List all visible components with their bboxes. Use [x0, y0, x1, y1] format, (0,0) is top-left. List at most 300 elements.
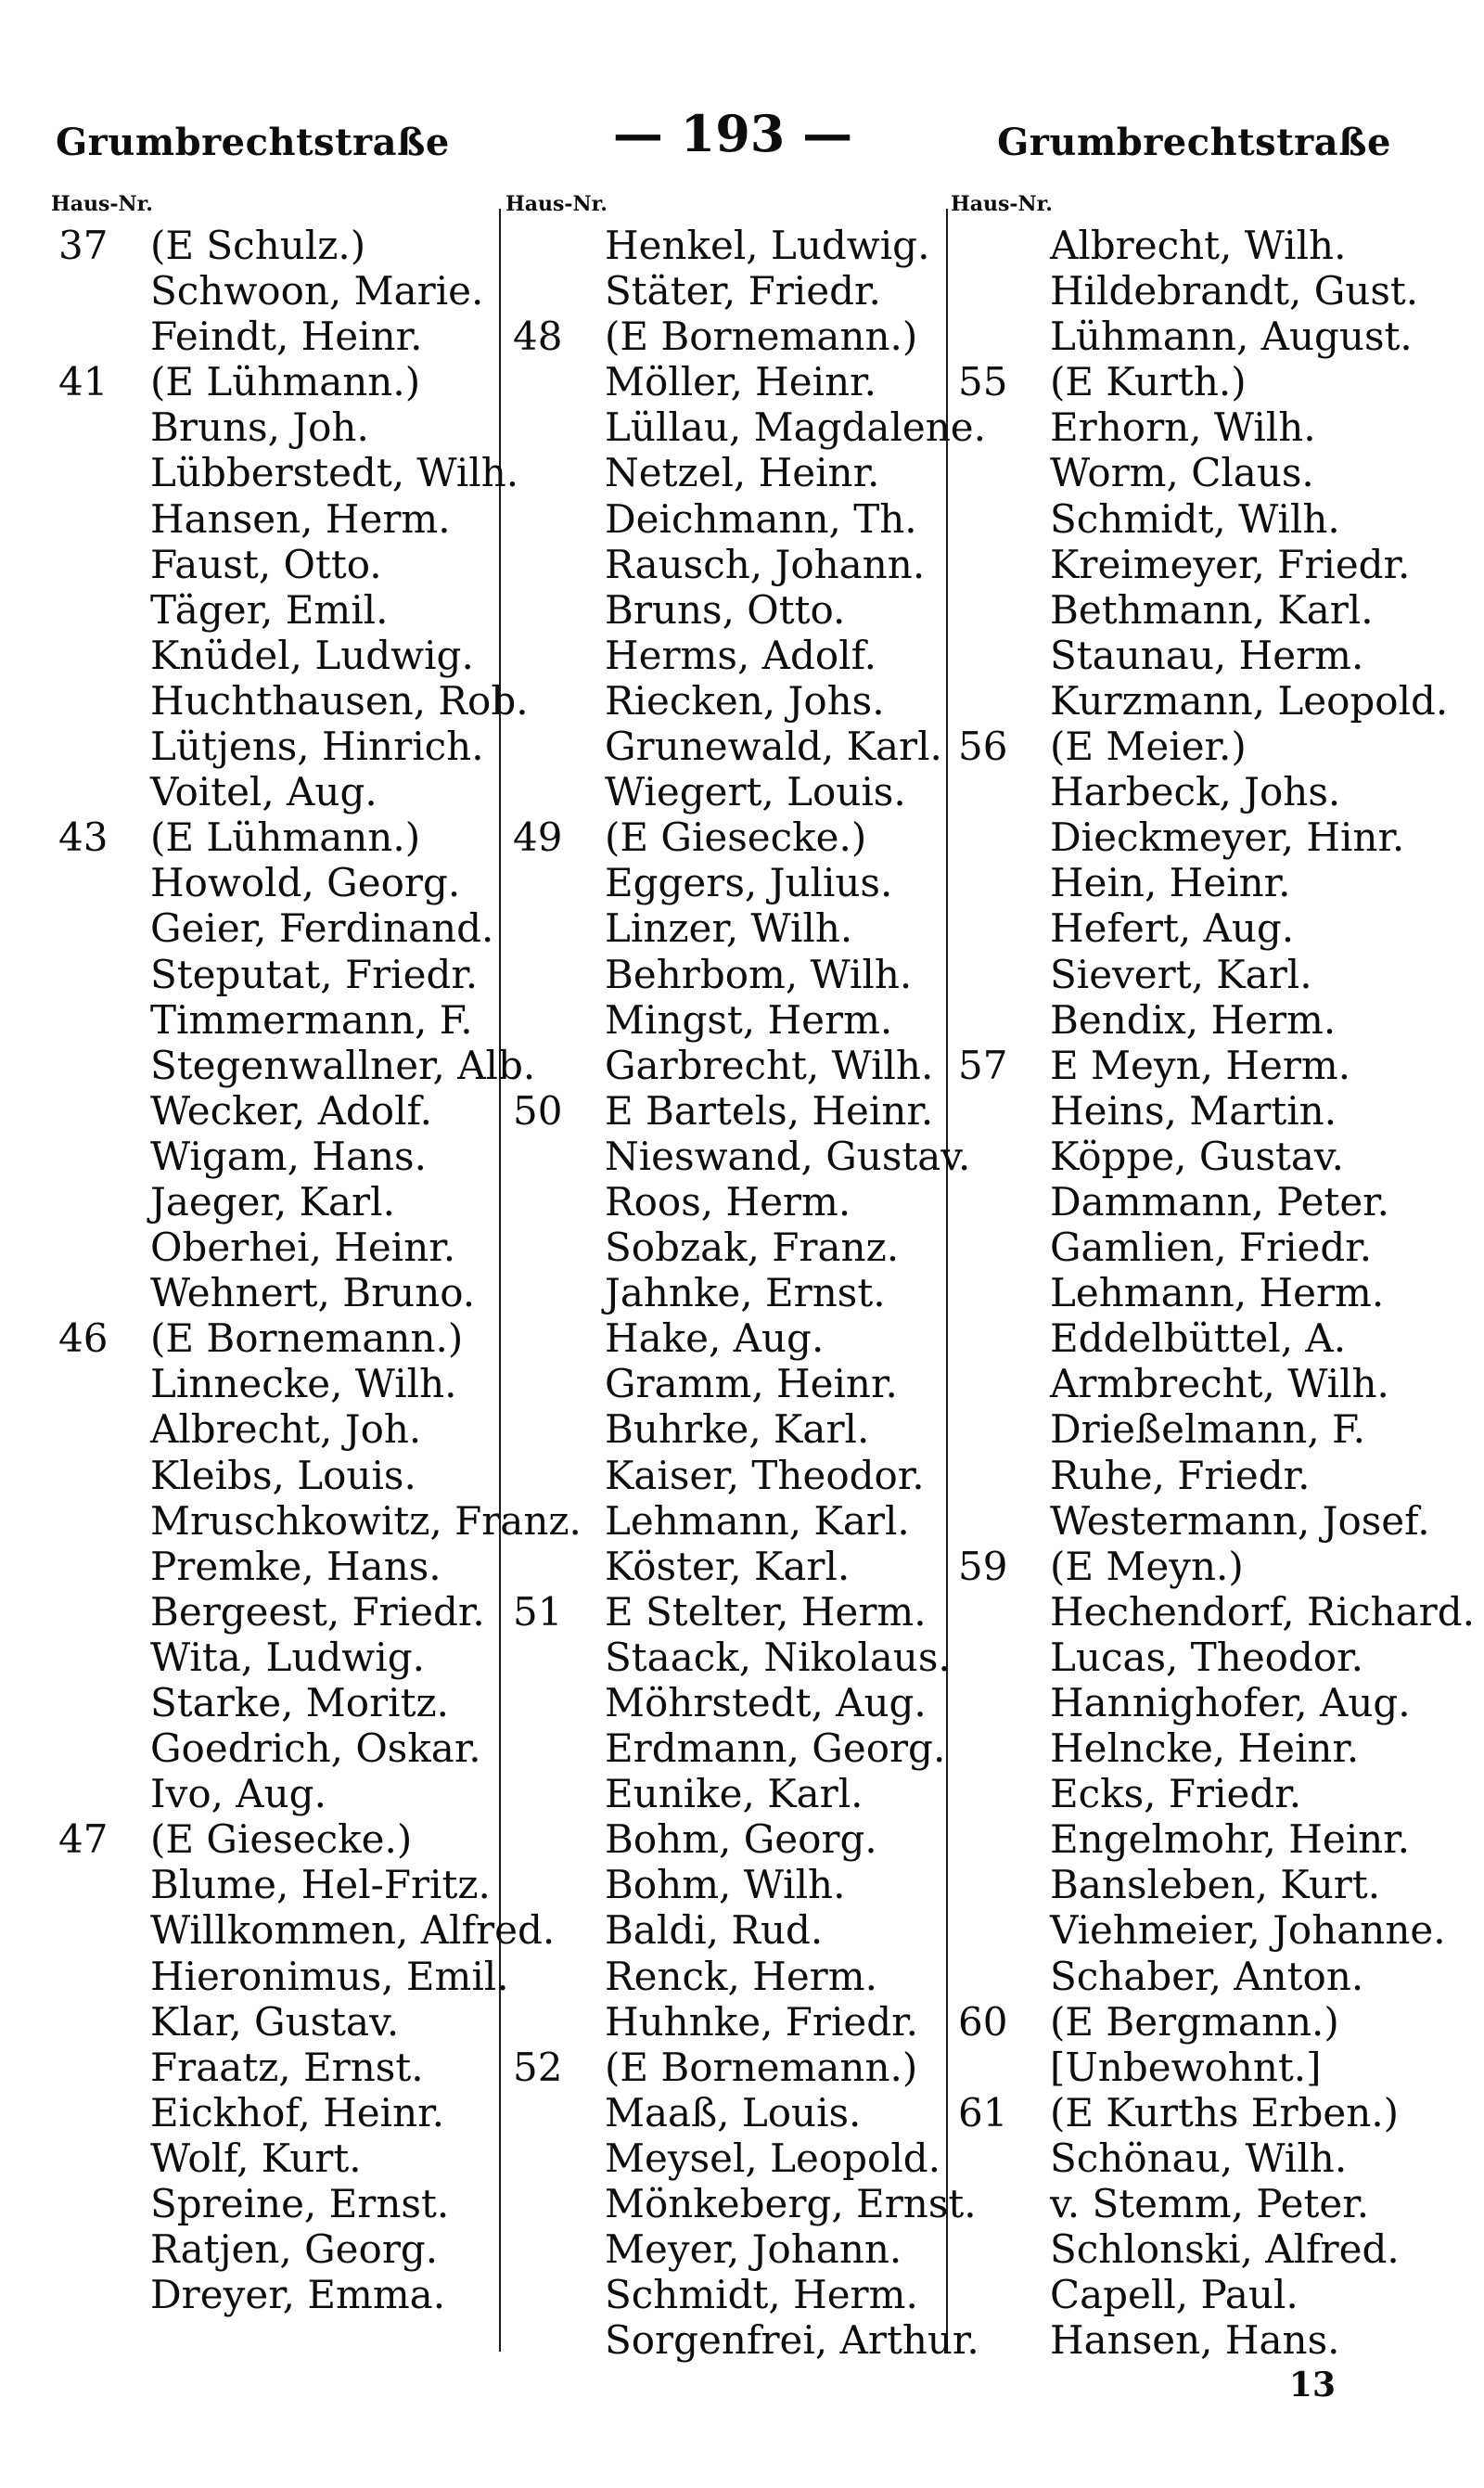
directory-entry: [505, 633, 951, 678]
resident-name: Goedrich, Oskar.: [150, 1725, 481, 1772]
resident-name: Hake, Aug.: [605, 1315, 825, 1362]
directory-entry: [505, 2181, 977, 2227]
resident-name: Nieswand, Gustav.: [605, 1133, 971, 1179]
directory-entry: [51, 633, 496, 678]
resident-name: Viehmeier, Johanne.: [1050, 1907, 1446, 1954]
directory-entry: [951, 724, 1452, 769]
resident-name: Buhrke, Karl.: [605, 1406, 870, 1453]
directory-entry: [951, 2226, 1452, 2272]
directory-entry: [505, 769, 951, 814]
directory-entry: [951, 223, 1452, 268]
directory-entry: [505, 1270, 951, 1315]
resident-name: Timmermann, F.: [150, 996, 473, 1043]
column-3: [951, 186, 1475, 2364]
directory-entry: [51, 359, 496, 404]
resident-name: Klar, Gustav.: [150, 1998, 400, 2045]
resident-name: Harbeck, Johs.: [1050, 769, 1341, 815]
directory-entry: [51, 1725, 496, 1771]
resident-name: E Meyn, Herm.: [1050, 1042, 1351, 1088]
resident-name: Staunau, Herm.: [1050, 632, 1364, 678]
resident-name: Köppe, Gustav.: [1050, 1133, 1345, 1179]
directory-entry: [505, 1225, 951, 1270]
resident-name: Baldi, Rud.: [605, 1907, 824, 1954]
resident-name: Lütjens, Hinrich.: [150, 724, 484, 770]
resident-name: (E Kurths Erben.): [1050, 2089, 1400, 2135]
resident-name: Netzel, Heinr.: [605, 450, 880, 496]
running-header-left: Grumbrechtstraße: [56, 121, 450, 164]
resident-name: Bruns, Joh.: [150, 404, 369, 451]
directory-entry: [51, 2135, 496, 2181]
resident-name: (E Bornemann.): [150, 1315, 464, 1362]
house-number: 57: [958, 1042, 1008, 1088]
directory-entry: [505, 1862, 951, 1907]
directory-entry: [951, 1043, 1452, 1088]
directory-entry: [505, 1680, 951, 1725]
resident-name: Bohm, Georg.: [605, 1816, 877, 1863]
resident-name: Jaeger, Karl.: [150, 1178, 395, 1225]
resident-name: Hansen, Hans.: [1050, 2317, 1340, 2364]
resident-name: Schwoon, Marie.: [150, 268, 484, 314]
resident-name: Bruns, Otto.: [605, 586, 846, 633]
resident-name: Steputat, Friedr.: [150, 951, 479, 997]
directory-entry: [505, 587, 951, 633]
resident-name: Erhorn, Wilh.: [1050, 404, 1316, 451]
resident-name: Meysel, Leopold.: [605, 2135, 941, 2181]
directory-entry: [51, 1771, 496, 1816]
directory-entry: [51, 1953, 509, 1999]
resident-name: Knüdel, Ludwig.: [150, 632, 474, 678]
directory-entry: [51, 1134, 496, 1179]
resident-name: Wigam, Hans.: [150, 1133, 427, 1179]
directory-entry: [951, 404, 1452, 450]
resident-name: Rausch, Johann.: [605, 541, 926, 587]
resident-name: Hein, Heinr.: [1050, 860, 1291, 906]
directory-entry: [505, 1406, 951, 1452]
directory-entry: [951, 1498, 1452, 1544]
directory-entry: [505, 404, 986, 451]
resident-name: Schaber, Anton.: [1050, 1953, 1364, 1999]
directory-entry: [505, 450, 951, 495]
resident-name: Capell, Paul.: [1050, 2272, 1298, 2318]
house-number: 48: [513, 314, 563, 360]
resident-name: Heins, Martin.: [1050, 1087, 1337, 1134]
directory-entry: [951, 1544, 1452, 1589]
house-number: 56: [958, 724, 1008, 770]
directory-entry: [505, 2045, 951, 2090]
directory-entry: [505, 268, 951, 314]
directory-entry: [951, 860, 1452, 905]
column-heading: Haus-Nr.: [51, 192, 153, 216]
directory-entry: [951, 587, 1452, 633]
resident-name: (E Bornemann.): [605, 2044, 918, 2090]
directory-entry: [505, 359, 951, 404]
resident-name: Wolf, Kurt.: [150, 2135, 362, 2181]
directory-entry: [51, 1225, 496, 1270]
resident-name: Hannighofer, Aug.: [1050, 1680, 1411, 1725]
directory-entry: [505, 1954, 951, 1999]
resident-name: Dieckmeyer, Hinr.: [1050, 814, 1405, 861]
directory-entry: [951, 1088, 1452, 1134]
directory-entry: [51, 2090, 496, 2135]
directory-entry: [951, 496, 1452, 542]
resident-name: Albrecht, Wilh.: [1050, 223, 1347, 268]
directory-entry: [51, 860, 496, 905]
directory-entry: [51, 223, 496, 268]
directory-entry: [51, 952, 496, 997]
resident-name: Ratjen, Georg.: [150, 2226, 439, 2273]
resident-name: Eickhof, Heinr.: [150, 2089, 444, 2135]
resident-name: Möller, Heinr.: [605, 359, 876, 405]
directory-entry: [951, 2045, 1452, 2090]
directory-entry: [51, 404, 496, 450]
resident-name: Mruschkowitz, Franz.: [150, 1497, 582, 1544]
directory-entry: [951, 905, 1452, 951]
resident-name: Maaß, Louis.: [605, 2089, 862, 2135]
resident-name: Meyer, Johann.: [605, 2226, 902, 2273]
resident-name: Schmidt, Wilh.: [1050, 495, 1340, 542]
resident-name: Lehmann, Karl.: [605, 1497, 910, 1544]
directory-entry: [951, 2317, 1452, 2363]
resident-name: Starke, Moritz.: [150, 1680, 449, 1725]
resident-name: Bergeest, Friedr.: [150, 1588, 485, 1635]
house-number: 47: [58, 1816, 109, 1863]
resident-name: Hefert, Aug.: [1050, 905, 1295, 952]
directory-entry: [951, 633, 1452, 678]
resident-name: Wecker, Adolf.: [150, 1087, 432, 1134]
column-heading: Haus-Nr.: [951, 192, 1053, 216]
directory-entry: [951, 1406, 1452, 1452]
resident-name: Ruhe, Friedr.: [1050, 1452, 1311, 1498]
directory-entry: [951, 2135, 1452, 2181]
resident-name: Eddelbüttel, A.: [1050, 1315, 1347, 1362]
house-number: 43: [58, 814, 109, 861]
resident-name: Lübberstedt, Wilh.: [150, 450, 519, 496]
resident-name: Täger, Emil.: [150, 586, 389, 633]
directory-entry: [51, 1270, 496, 1315]
resident-name: Wita, Ludwig.: [150, 1634, 425, 1680]
resident-name: Sorgenfrei, Arthur.: [605, 2317, 979, 2364]
resident-name: Hechendorf, Richard.: [1050, 1588, 1475, 1635]
directory-entry: [505, 1771, 951, 1816]
resident-name: Willkommen, Alfred.: [150, 1907, 556, 1954]
resident-name: Hieronimus, Emil.: [150, 1953, 509, 1999]
resident-name: Dammann, Peter.: [1050, 1178, 1389, 1225]
directory-entry: [951, 814, 1452, 860]
resident-name: Stegenwallner, Alb.: [150, 1042, 536, 1088]
directory-entry: [505, 1088, 951, 1134]
directory-entry: [951, 1453, 1452, 1498]
resident-name: Hansen, Herm.: [150, 495, 451, 542]
directory-entry: [505, 1453, 951, 1498]
directory-entry: [51, 1635, 496, 1680]
signature-mark: 13: [1288, 2366, 1336, 2405]
directory-entry: [505, 905, 951, 951]
directory-entry: [951, 1635, 1452, 1680]
directory-entry: [51, 1179, 496, 1225]
resident-name: (E Bornemann.): [605, 314, 918, 360]
resident-name: Spreine, Ernst.: [150, 2181, 450, 2227]
directory-entry: [505, 2090, 951, 2135]
directory-entry: [505, 1635, 951, 1680]
directory-entry: [51, 814, 496, 860]
directory-entry: [51, 268, 496, 314]
directory-entry: [51, 724, 496, 769]
resident-name: Dreyer, Emma.: [150, 2272, 446, 2318]
directory-entry: [505, 2135, 951, 2181]
resident-name: Deichmann, Th.: [605, 495, 917, 542]
directory-entry: [51, 997, 496, 1043]
directory-entry: [505, 223, 951, 268]
resident-name: Herms, Adolf.: [605, 632, 876, 678]
resident-name: Köster, Karl.: [605, 1543, 851, 1589]
house-number: 52: [513, 2044, 563, 2090]
directory-entry: [505, 1589, 951, 1635]
directory-entry: [951, 542, 1452, 587]
resident-name: Huchthausen, Rob.: [150, 677, 529, 724]
column-heading: Haus-Nr.: [505, 192, 608, 216]
resident-name: Erdmann, Georg.: [605, 1725, 946, 1772]
resident-name: v. Stemm, Peter.: [1050, 2181, 1370, 2227]
resident-name: Feindt, Heinr.: [150, 314, 423, 360]
directory-entry: [951, 2181, 1452, 2226]
directory-entry: [505, 1498, 951, 1544]
directory-entry: [505, 724, 951, 769]
house-number: 51: [513, 1588, 563, 1635]
directory-entry: [505, 1043, 951, 1088]
resident-name: (E Schulz.): [150, 223, 366, 268]
directory-entry: [51, 1544, 496, 1589]
resident-name: Ecks, Friedr.: [1050, 1771, 1302, 1817]
resident-name: Gamlien, Friedr.: [1050, 1225, 1373, 1271]
resident-name: E Stelter, Herm.: [605, 1588, 927, 1635]
resident-name: Wiegert, Louis.: [605, 769, 906, 815]
directory-entry: [505, 1816, 951, 1862]
resident-name: Blume, Hel-Fritz.: [150, 1862, 491, 1908]
resident-name: Jahnke, Ernst.: [605, 1270, 886, 1316]
directory-entry: [51, 2226, 496, 2272]
directory-entry: [505, 542, 951, 587]
directory-entry: [951, 1999, 1452, 2045]
resident-name: Ivo, Aug.: [150, 1771, 326, 1817]
resident-name: Möhrstedt, Aug.: [605, 1680, 927, 1725]
house-number: 46: [58, 1315, 109, 1362]
directory-entry: [951, 1680, 1452, 1725]
directory-entry: [51, 314, 496, 359]
house-number: 60: [958, 1998, 1008, 2045]
directory-entry: [951, 1270, 1452, 1315]
resident-name: (E Kurth.): [1050, 359, 1247, 405]
directory-entry: [505, 1315, 951, 1361]
resident-name: Faust, Otto.: [150, 541, 382, 587]
resident-name: Riecken, Johs.: [605, 677, 885, 724]
directory-entry: [951, 2272, 1452, 2317]
resident-name: (E Lühmann.): [150, 359, 421, 405]
directory-entry: [951, 1816, 1452, 1862]
directory-entry: [51, 1907, 556, 1954]
resident-name: Linnecke, Wilh.: [150, 1361, 457, 1407]
resident-name: Eggers, Julius.: [605, 860, 893, 906]
resident-name: (E Giesecke.): [605, 814, 867, 861]
directory-entry: [951, 1315, 1452, 1361]
resident-name: Bansleben, Kurt.: [1050, 1862, 1381, 1908]
resident-name: Kaiser, Theodor.: [605, 1452, 925, 1498]
resident-name: Bethmann, Karl.: [1050, 586, 1374, 633]
directory-entry: [951, 1771, 1452, 1816]
directory-entry: [51, 1088, 496, 1134]
directory-entry: [951, 1588, 1475, 1635]
resident-name: Geier, Ferdinand.: [150, 905, 494, 952]
resident-name: Schmidt, Herm.: [605, 2272, 918, 2318]
resident-name: Kurzmann, Leopold.: [1050, 677, 1449, 724]
directory-entry: [51, 1680, 496, 1725]
directory-entry: [51, 1589, 496, 1635]
resident-name: Engelmohr, Heinr.: [1050, 1816, 1410, 1863]
resident-name: Schlonski, Alfred.: [1050, 2226, 1400, 2273]
directory-entry: [51, 1497, 582, 1544]
house-number: 37: [58, 223, 109, 268]
directory-entry: [51, 677, 529, 724]
resident-name: Henkel, Ludwig.: [605, 223, 930, 268]
directory-entry: [505, 860, 951, 905]
resident-name: Hildebrandt, Gust.: [1050, 268, 1419, 314]
directory-entry: [505, 814, 951, 860]
directory-entry: [51, 2045, 496, 2090]
resident-name: Renck, Herm.: [605, 1953, 877, 1999]
directory-entry: [505, 2272, 951, 2317]
resident-name: Stäter, Friedr.: [605, 268, 881, 314]
resident-name: Lehmann, Herm.: [1050, 1270, 1385, 1316]
directory-entry: [51, 905, 496, 951]
resident-name: Voitel, Aug.: [150, 769, 377, 815]
resident-name: Helncke, Heinr.: [1050, 1725, 1360, 1772]
directory-entry: [505, 2226, 951, 2272]
directory-entry: [505, 496, 951, 542]
directory-entry: [951, 268, 1452, 314]
resident-name: Westermann, Josef.: [1050, 1497, 1430, 1544]
directory-entry: [951, 1862, 1452, 1907]
directory-entry: [951, 1725, 1452, 1771]
resident-name: Lühmann, August.: [1050, 314, 1413, 360]
directory-entry: [505, 1361, 951, 1406]
resident-name: Sobzak, Franz.: [605, 1225, 900, 1271]
resident-name: Wehnert, Bruno.: [150, 1270, 476, 1316]
directory-entry: [51, 450, 519, 496]
directory-entry: [951, 769, 1452, 814]
directory-entry: [51, 1361, 496, 1406]
directory-entry: [505, 314, 951, 359]
directory-entry: [51, 1315, 496, 1361]
directory-entry: [951, 1225, 1452, 1270]
resident-name: Worm, Claus.: [1050, 450, 1314, 496]
resident-name: Huhnke, Friedr.: [605, 1998, 918, 2045]
directory-entry: [505, 1544, 951, 1589]
directory-entry: [951, 997, 1452, 1043]
directory-entry: [505, 997, 951, 1043]
directory-entry: [51, 2181, 496, 2226]
resident-name: Oberhei, Heinr.: [150, 1225, 456, 1271]
resident-name: Kreimeyer, Friedr.: [1050, 541, 1411, 587]
resident-name: [Unbewohnt.]: [1050, 2044, 1322, 2090]
resident-name: Linzer, Wilh.: [605, 905, 853, 952]
resident-name: Fraatz, Ernst.: [150, 2044, 424, 2090]
directory-entry: [505, 1907, 951, 1953]
house-number: 49: [513, 814, 563, 861]
resident-name: (E Lühmann.): [150, 814, 421, 861]
page-number: — 193 —: [612, 104, 853, 163]
directory-entry: [505, 2317, 979, 2364]
resident-name: (E Meier.): [1050, 724, 1247, 770]
resident-name: Gramm, Heinr.: [605, 1361, 898, 1407]
resident-name: (E Giesecke.): [150, 1816, 413, 1863]
directory-entry: [951, 1179, 1452, 1225]
running-header-right: Grumbrechtstraße: [997, 121, 1391, 164]
resident-name: Mönkeberg, Ernst.: [605, 2181, 977, 2227]
house-number: 55: [958, 359, 1008, 405]
directory-entry: [505, 1133, 971, 1179]
directory-entry: [951, 1361, 1452, 1406]
directory-entry: [51, 1999, 496, 2045]
resident-name: Bendix, Herm.: [1050, 996, 1337, 1043]
house-number: 59: [958, 1543, 1008, 1589]
house-number: 50: [513, 1087, 563, 1134]
column-divider: [499, 209, 501, 2352]
resident-name: Kleibs, Louis.: [150, 1452, 416, 1498]
resident-name: Schönau, Wilh.: [1050, 2135, 1348, 2181]
resident-name: Bohm, Wilh.: [605, 1862, 846, 1908]
directory-entry: [951, 359, 1452, 404]
resident-name: Eunike, Karl.: [605, 1771, 864, 1817]
directory-entry: [951, 1134, 1452, 1179]
resident-name: Behrbom, Wilh.: [605, 951, 913, 997]
directory-entry: [951, 1907, 1452, 1953]
directory-entry: [951, 952, 1452, 997]
directory-entry: [51, 542, 496, 587]
resident-name: Premke, Hans.: [150, 1543, 441, 1589]
directory-entry: [51, 769, 496, 814]
resident-name: Grunewald, Karl.: [605, 724, 942, 770]
resident-name: (E Bergmann.): [1050, 1998, 1339, 2045]
directory-entry: [51, 1862, 496, 1907]
directory-entry: [51, 1816, 496, 1862]
directory-entry: [505, 1179, 951, 1225]
house-number: 41: [58, 359, 109, 405]
directory-entry: [951, 450, 1452, 495]
resident-name: Albrecht, Joh.: [150, 1406, 422, 1453]
resident-name: Lüllau, Magdalene.: [605, 404, 986, 451]
resident-name: Staack, Nikolaus.: [605, 1634, 951, 1680]
resident-name: E Bartels, Heinr.: [605, 1087, 934, 1134]
directory-entry: [951, 314, 1452, 359]
directory-entry: [505, 1725, 951, 1771]
resident-name: (E Meyn.): [1050, 1543, 1244, 1589]
resident-name: Garbrecht, Wilh.: [605, 1042, 934, 1088]
directory-entry: [505, 952, 951, 997]
directory-entry: [51, 2272, 496, 2317]
resident-name: Armbrecht, Wilh.: [1050, 1361, 1389, 1407]
directory-entry: [505, 1999, 951, 2045]
house-number: 61: [958, 2089, 1008, 2135]
resident-name: Howold, Georg.: [150, 860, 461, 906]
directory-entry: [51, 587, 496, 633]
resident-name: Drießelmann, F.: [1050, 1406, 1365, 1453]
resident-name: Sievert, Karl.: [1050, 951, 1312, 997]
directory-entry: [951, 2090, 1452, 2135]
resident-name: Lucas, Theodor.: [1050, 1634, 1363, 1680]
directory-entry: [505, 678, 951, 724]
directory-entry: [51, 1453, 496, 1498]
directory-entry: [51, 1042, 536, 1088]
resident-name: Mingst, Herm.: [605, 996, 893, 1043]
